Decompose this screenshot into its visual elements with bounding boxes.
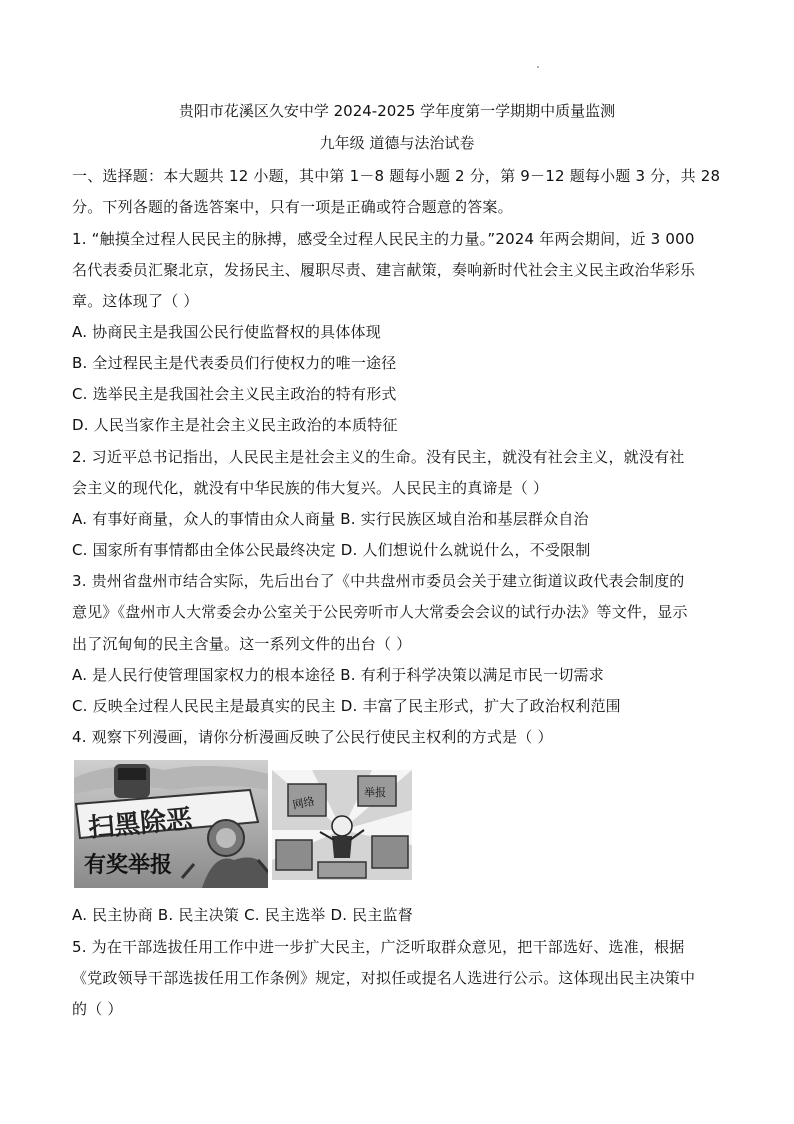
scan-speck [537, 66, 539, 68]
q1-option-d: D. 人民当家作主是社会主义民主政治的本质特征 [72, 416, 398, 434]
q5-stem-line3: 的（ ） [72, 1000, 123, 1018]
q5-stem-line1: 5. 为在干部选拔任用工作中进一步扩大民主，广泛听取群众意见，把干部选好、选准，根据 [72, 938, 685, 956]
q3-stem-line3: 出了沉甸甸的民主含量。这一系列文件的出台（ ） [72, 635, 412, 653]
q4-options: A. 民主协商 B. 民主决策 C. 民主选举 D. 民主监督 [72, 906, 413, 924]
cartoon-box-report-label: 举报 [364, 786, 386, 799]
cartoon-slogan-text: 扫黑除恶 [87, 804, 194, 844]
q1-stem-line3: 章。这体现了（ ） [72, 292, 199, 310]
q1-option-c: C. 选举民主是我国社会主义民主政治的特有形式 [72, 385, 397, 403]
section-instructions-line2: 分。下列各题的备选答案中，只有一项是正确或符合题意的答案。 [72, 198, 513, 216]
exam-title: 贵阳市花溪区久安中学 2024-2025 学年度第一学期期中质量监测 [178, 102, 616, 120]
section-instructions-line1: 一、选择题：本大题共 12 小题，其中第 1－8 题每小题 2 分，第 9－12 题每小题 3 分，共 28 [72, 167, 721, 185]
q3-stem-line2: 意见》《盘州市人大常委会办公室关于公民旁听市人大常委会会议的试行办法》等文件，显示 [72, 603, 688, 621]
q2-stem-line2: 会主义的现代化，就没有中华民族的伟大复兴。人民民主的真谛是（ ） [72, 479, 549, 497]
q3-options-cd: C. 反映全过程人民民主是最真实的民主 D. 丰富了民主形式，扩大了政治权利范围 [72, 697, 621, 715]
q4-stem-line1: 4. 观察下列漫画，请你分析漫画反映了公民行使民主权利的方式是（ ） [72, 728, 553, 746]
cartoon-anti-crime-image [74, 760, 268, 888]
q1-stem-line1: 1. “触摸全过程人民民主的脉搏，感受全过程人民民主的力量。”2024 年两会期间，近 3 000 [72, 230, 695, 248]
cartoon-box-network-label: 网络 [291, 794, 316, 812]
q2-options-ab: A. 有事好商量，众人的事情由众人商量 B. 实行民族区域自治和基层群众自治 [72, 510, 589, 528]
cartoon-caption-text: 有奖举报 [84, 853, 173, 878]
q1-option-a: A. 协商民主是我国公民行使监督权的具体体现 [72, 323, 381, 341]
q1-option-b: B. 全过程民主是代表委员们行使权力的唯一途径 [72, 354, 397, 372]
cartoon-anti-crime-art [74, 760, 268, 888]
q2-options-cd: C. 国家所有事情都由全体公民最终决定 D. 人们想说什么就说什么，不受限制 [72, 541, 591, 559]
exam-subtitle: 九年级 道德与法治试卷 [319, 134, 475, 152]
cartoon-reporting-image [272, 770, 412, 880]
q5-stem-line2: 《党政领导干部选拔任用工作条例》规定，对拟任或提名人选进行公示。这体现出民主决策中 [72, 969, 696, 987]
q3-options-ab: A. 是人民行使管理国家权力的根本途径 B. 有利于科学决策以满足市民一切需求 [72, 666, 604, 684]
cartoon-reporting-art [272, 770, 412, 880]
q2-stem-line1: 2. 习近平总书记指出，人民民主是社会主义的生命。没有民主，就没有社会主义，就没有社 [72, 448, 685, 466]
q3-stem-line1: 3. 贵州省盘州市结合实际，先后出台了《中共盘州市委员会关于建立街道议政代表会制度的 [72, 572, 685, 590]
q1-stem-line2: 名代表委员汇聚北京，发扬民主、履职尽责、建言献策，奏响新时代社会主义民主政治华彩乐 [72, 261, 696, 279]
